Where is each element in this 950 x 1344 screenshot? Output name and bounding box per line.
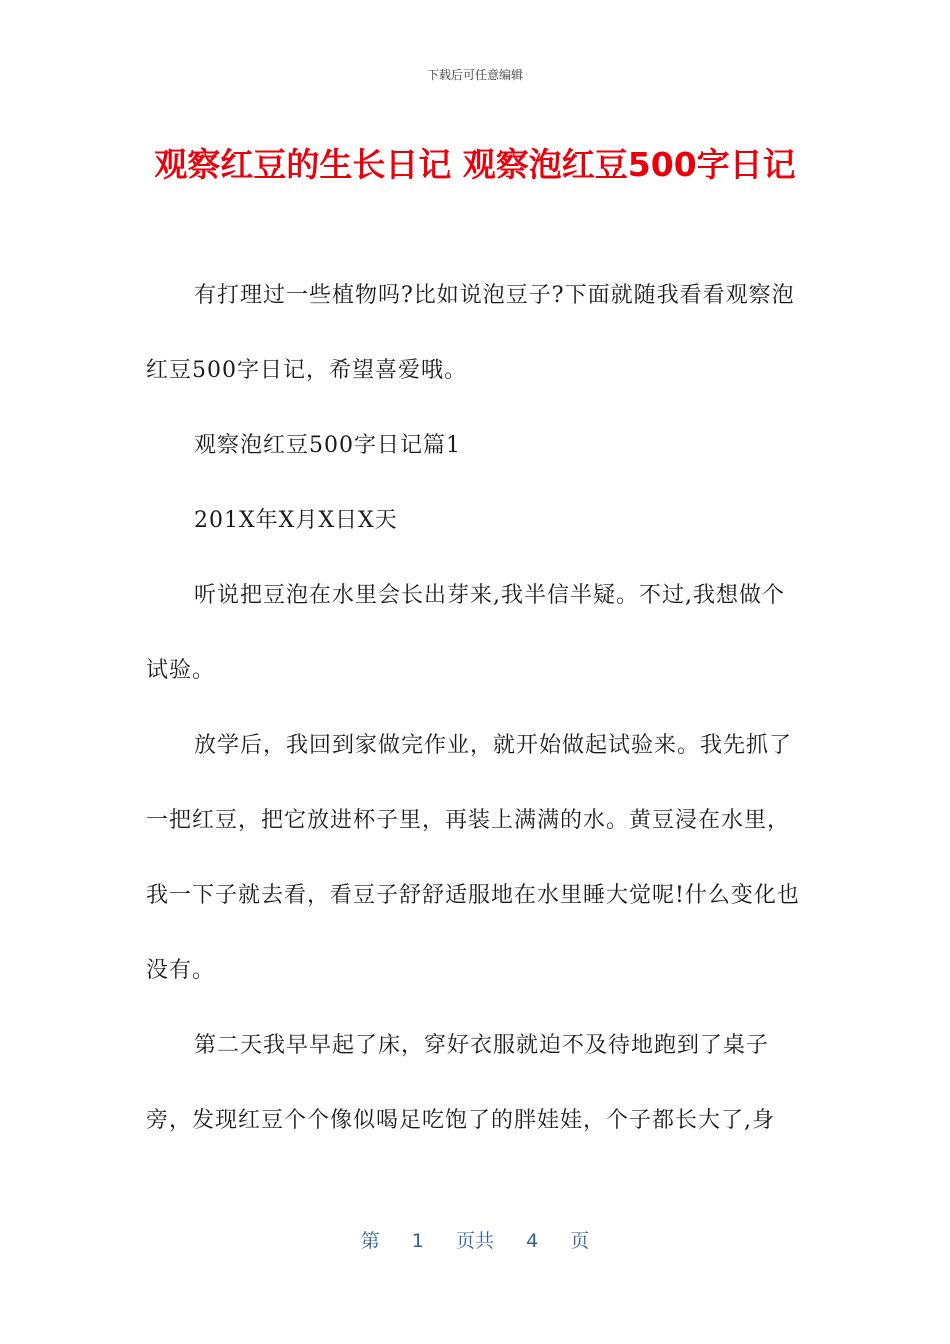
footer-total-pages: 4 — [526, 1230, 539, 1252]
page-footer — [0, 1226, 950, 1253]
paragraph-body-3: 第二天我早早起了床，穿好衣服就迫不及待地跑到了桌子旁，发现红豆个个像似喝足吃饱了的胖娃娃，个子都长大了,身 — [146, 1033, 775, 1133]
document-title: 观察红豆的生长日记 观察泡红豆500字日记 — [154, 145, 796, 184]
footer-page-suffix: 页 — [570, 1230, 590, 1252]
footer-page-number: 1 — [411, 1230, 424, 1252]
paragraph-date: 201X年X月X日X天 — [194, 508, 398, 533]
document-body — [146, 258, 806, 1158]
paragraph-body-2: 放学后，我回到家做完作业，就开始做起试验来。我先抓了一把红豆，把它放进杯子里，再装上满满的水。黄豆浸在水里，我一下子就去看，看豆子舒舒适服地在水里睡大觉呢!什么变化也没有。 — [146, 733, 800, 983]
paragraph-intro: 有打理过一些植物吗?比如说泡豆子?下面就随我看看观察泡红豆500字日记，希望喜爱哦。 — [146, 283, 795, 383]
header-note: 下载后可任意编辑 — [426, 68, 523, 82]
paragraph-section-heading: 观察泡红豆500字日记篇1 — [194, 433, 461, 458]
footer-page-middle: 页共 — [455, 1230, 494, 1252]
footer-page-prefix: 第 — [360, 1230, 380, 1252]
paragraph-body-1: 听说把豆泡在水里会长出芽来,我半信半疑。不过,我想做个试验。 — [146, 583, 785, 683]
